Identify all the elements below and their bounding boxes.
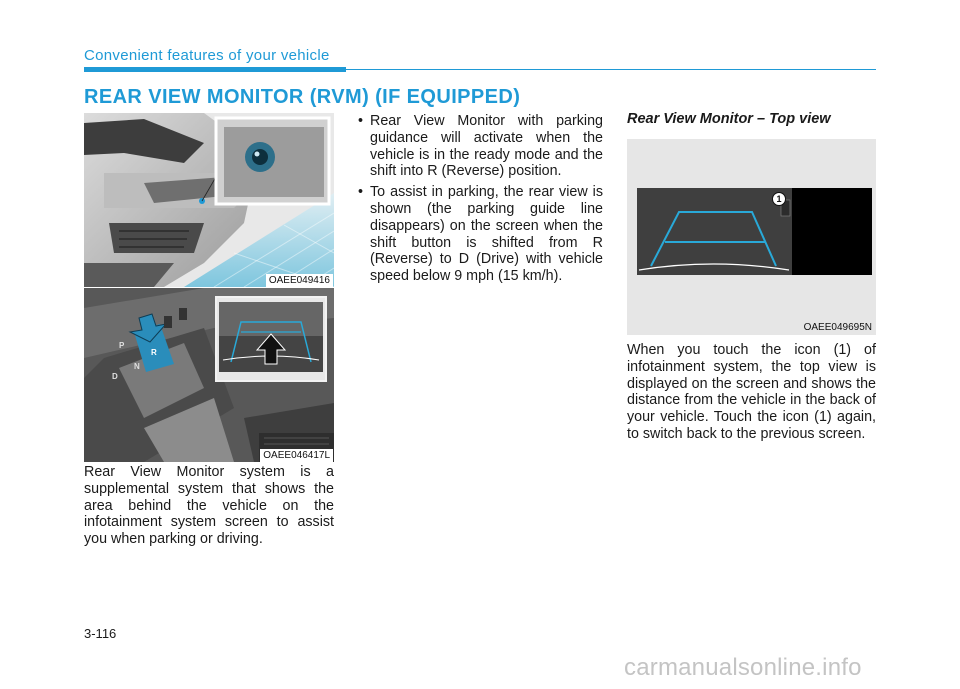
section-header: Convenient features of your vehicle: [84, 47, 330, 64]
bullet-item: [355, 113, 603, 180]
bullet-text: Rear View Monitor with parking guidance will activate when the vehicle is in the ready mode and the shift into R (Reverse) position.: [370, 113, 603, 180]
bullet-dot: •: [358, 113, 364, 129]
activation-bullet-list: [355, 113, 603, 289]
bullet-dot: •: [358, 184, 364, 201]
top-view-figure: [627, 139, 876, 335]
rear-camera-figure: [84, 113, 334, 287]
page-title: REAR VIEW MONITOR (RVM) (IF EQUIPPED): [84, 86, 521, 108]
bullet-item: [355, 184, 603, 285]
figure-code: OAEE046417L: [260, 449, 333, 462]
page-number: 3-116: [84, 626, 117, 641]
rear-view-screen: [217, 298, 325, 380]
rear-camera-illustration: [84, 113, 334, 287]
bullet-text: To assist in parking, the rear view is shown (the parking guide line disappears) on the screen when the shift button is shifted from R (Reverse) to D (Drive) with vehicle speed below 9 mph (15 km/h).: [370, 184, 603, 285]
header-rule: [346, 69, 876, 70]
infotainment-screen-inset: [215, 296, 327, 382]
top-view-paragraph: When you touch the icon (1) of infotainment system, the top view is displayed on the screen and shows the distance from the vehicle in the back of your vehicle. Touch the icon (1) again, to switch back to the previous screen.: [627, 342, 876, 442]
top-view-screen: [637, 188, 872, 275]
shift-button-figure: [84, 288, 334, 462]
gear-label-r: R: [151, 348, 157, 357]
icon-number: 1: [776, 194, 782, 204]
header-bar-accent: [84, 67, 346, 72]
gear-label-d: D: [112, 372, 118, 381]
gear-label-p: P: [119, 341, 125, 350]
top-view-heading: Rear View Monitor – Top view: [627, 111, 831, 127]
figure-code: OAEE049416: [266, 274, 333, 287]
intro-paragraph: Rear View Monitor system is a supplemental system that shows the area behind the vehicle on the infotainment system screen to assist you when parking or driving.: [84, 464, 334, 548]
gear-label-n: N: [134, 362, 140, 371]
watermark: carmanualsonline.info: [624, 654, 862, 681]
figure-code: OAEE049695N: [803, 322, 872, 333]
top-view-icon-marker: [772, 192, 786, 206]
